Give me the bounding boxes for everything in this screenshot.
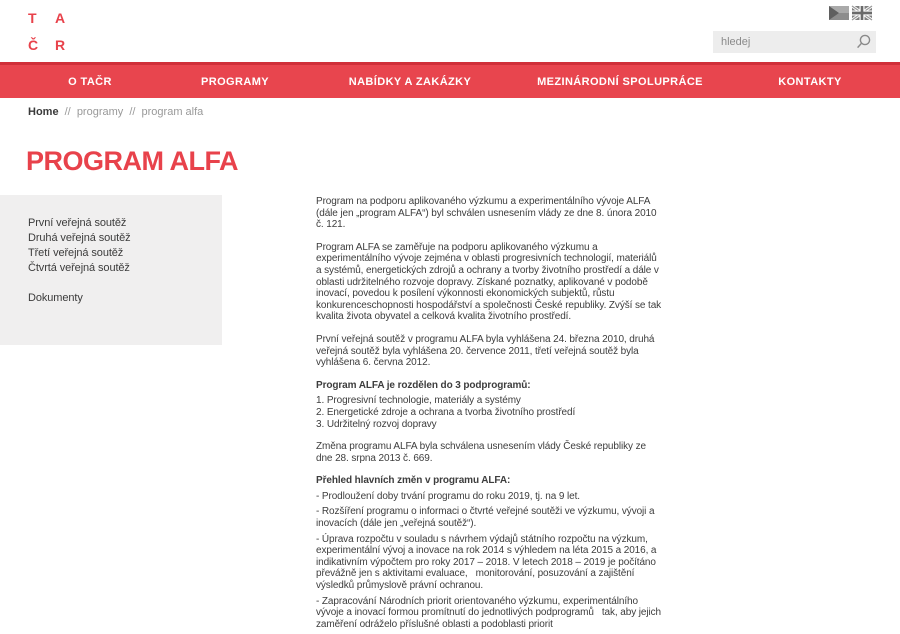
breadcrumb bbox=[28, 106, 203, 118]
change-item: - Rozšíření programu o informaci o čtvrté veřejné soutěži ve výzkumu, vývoji a inovacích (dále jen „veřejná soutěž“). bbox=[316, 506, 658, 530]
language-switcher bbox=[829, 6, 872, 20]
changes-heading: Přehled hlavních změn v programu ALFA: bbox=[316, 475, 511, 487]
paragraph-amendment: Změna programu ALFA byla schválena usnesením vlády České republiky ze dne 28. srpna 2013 č. 669. bbox=[316, 441, 649, 464]
sidebar bbox=[0, 195, 222, 345]
logo-letter: A bbox=[55, 10, 66, 26]
logo-letter: T bbox=[28, 10, 37, 26]
subprograms-heading: Program ALFA je rozdělen do 3 podprogramů: bbox=[316, 379, 531, 391]
main-content bbox=[316, 196, 664, 634]
uk-flag-icon[interactable] bbox=[852, 6, 872, 20]
subprogram-item: 1. Progresivní technologie, materiály a systémy bbox=[316, 395, 521, 407]
search-box bbox=[713, 31, 876, 53]
change-item: - Zapracování Národních priorit orientovaného výzkumu, experimentálního vývoje a inovací formou promítnutí do jednotlivých podprogramů tak, aby jejich zaměření odráželo příslušné oblasti a podoblasti priorit bbox=[316, 595, 664, 630]
czech-flag-icon[interactable] bbox=[829, 6, 849, 20]
breadcrumb-home[interactable]: Home bbox=[28, 106, 59, 118]
breadcrumb-program-alfa: program alfa bbox=[141, 106, 204, 118]
nav-item-mezinarodni-spoluprace[interactable]: MEZINÁRODNÍ SPOLUPRÁCE bbox=[537, 75, 703, 88]
nav-item-kontakty[interactable]: KONTAKTY bbox=[778, 75, 842, 88]
subprogram-item: 3. Udržitelný rozvoj dopravy bbox=[316, 418, 437, 430]
logo-letter: Č bbox=[28, 37, 39, 53]
page-title: PROGRAM ALFA bbox=[26, 146, 238, 176]
site-header bbox=[0, 0, 900, 62]
sidebar-item-ctvrta-verejna-soutez[interactable]: Čtvrtá veřejná soutěž bbox=[28, 262, 130, 274]
tacr-logo[interactable] bbox=[28, 6, 82, 60]
breadcrumb-separator: // bbox=[64, 106, 71, 118]
main-navigation bbox=[0, 62, 900, 98]
sidebar-item-prvni-verejna-soutez[interactable]: První veřejná soutěž bbox=[28, 217, 127, 229]
nav-item-o-tacr[interactable]: O TAČR bbox=[68, 75, 112, 88]
paragraph-intro: Program na podporu aplikovaného výzkumu a experimentálního vývoje ALFA (dále jen „program ALFA“) byl schválen usnesením vlády ze dne 8. února 2010 č. 121. bbox=[316, 196, 660, 231]
logo-letter: R bbox=[55, 37, 66, 53]
subprogram-item: 2. Energetické zdroje a ochrana a tvorba životního prostředí bbox=[316, 406, 576, 418]
change-item: - Prodloužení doby trvání programu do roku 2019, tj. na 9 let. bbox=[316, 490, 580, 502]
search-input[interactable] bbox=[713, 31, 876, 53]
sidebar-item-dokumenty[interactable]: Dokumenty bbox=[28, 292, 83, 304]
breadcrumb-separator: // bbox=[129, 106, 136, 118]
nav-item-programy[interactable]: PROGRAMY bbox=[201, 75, 269, 88]
sidebar-item-druha-verejna-soutez[interactable]: Druhá veřejná soutěž bbox=[28, 232, 131, 244]
search-icon[interactable] bbox=[854, 33, 872, 51]
subprograms-list bbox=[316, 395, 664, 430]
paragraph-competitions: První veřejná soutěž v programu ALFA byla vyhlášena 24. března 2010, druhá veřejná soutěž byla vyhlášena 20. července 2011, třetí veřejná soutěž byla vyhlášena 6. června 2012. bbox=[316, 333, 658, 369]
breadcrumb-programy[interactable]: programy bbox=[76, 106, 124, 118]
sidebar-item-treti-verejna-soutez[interactable]: Třetí veřejná soutěž bbox=[28, 247, 124, 259]
nav-item-nabidky-a-zakazky[interactable]: NABÍDKY A ZAKÁZKY bbox=[348, 75, 472, 88]
paragraph-focus: Program ALFA se zaměřuje na podporu aplikovaného výzkumu a experimentálního vývoje zejména v oblasti progresivních technologií, materiálů a systémů, energetických zdrojů a ochrany a tvorby životního prostředí a dále v oblasti udržitelného rozvoje dopravy. Získané poznatky, aplikované v podobě inovací, povedou k posílení výkonnosti ekonomických subjektů, růstu konkurenceschopnosti hospodářství a společnosti České republiky. Zvýší se tak kvalita života obyvatel a celková kvalita životního prostředí. bbox=[316, 241, 664, 323]
change-item: - Úprava rozpočtu v souladu s návrhem výdajů státního rozpočtu na výzkum, experimentální vývoj a inovace na rok 2014 s výhledem na léta 2015 a 2016, a indikativním výpočtem pro roky 2017 – 2018. V letech 2018 – 2019 je počítáno převážně jen s aktivitami evaluace, monitorování, posuzování a zajištění výsledků průmyslově právní ochranou. bbox=[316, 533, 660, 592]
